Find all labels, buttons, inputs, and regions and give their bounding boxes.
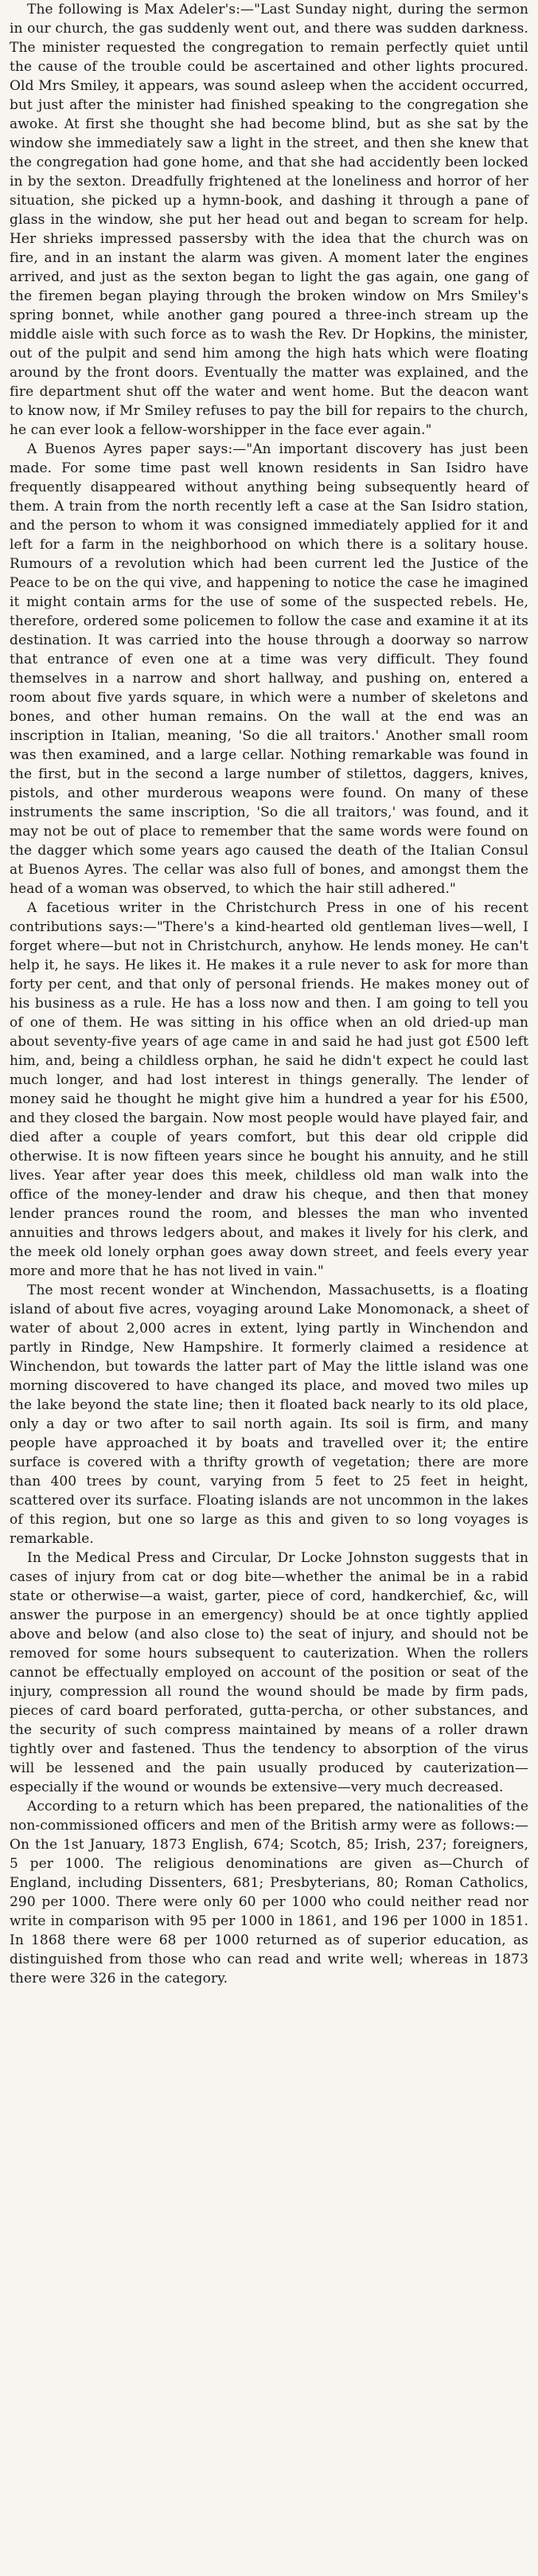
paragraph-army-statistics: According to a return which has been prepared, the nationalities of the non-commissioned officers and men of the British army were as follows:—On the 1st January, 1873 English, 674; Scotch, 85; Irish, 237; foreigners, 5 per 1000. The religious denominations are given as—Church of England, including Dissenters, 681; Presbyterians, 80; Roman Catholics, 290 per 1000. There were only 60 per 1000 who could neither read nor write in comparison with 95 per 1000 in 1861, and 196 per 1000 in 1851. In 1868 there were 68 per 1000 returned as of superior education, as distinguished from those who can read and write well; whereas in 1873 there were 326 in the category. xyxy=(10,1799,528,1987)
paragraph-floating-island: The most recent wonder at Winchendon, Massachusetts, is a floating island of about five acres, voyaging around Lake Monomonack, a sheet of water of about 2,000 acres in extent, lying partly in Winchendon and partly in Rindge, New Hampshire. It formerly claimed a residence at Winchendon, but towards the latter part of May the little island was one morning discovered to have changed its place, and moved two miles up the lake beyond the state line; then it floated back nearly to its old place, only a day or two after to sail north again. Its soil is firm, and many people have approached it by boats and travelled over it; the entire surface is covered with a thrifty growth of vegetation; there are more than 400 trees by count, varying from 5 feet to 25 feet in height, scattered over its surface. Floating islands are not uncommon in the lakes of this region, but one so large as this and given to so long voyages is remarkable. xyxy=(10,1282,528,1547)
article-column xyxy=(10,0,528,1988)
paragraph-christchurch: A facetious writer in the Christchurch Press in one of his recent contributions says:—"There's a kind-hearted old gentleman lives—well, I forget where—but not in Christchurch, anyhow. He lends money. He can't help it, he says. He likes it. He makes it a rule never to ask for more than forty per cent, and that only of personal friends. He makes money out of his business as a rule. He has a loss now and then. I am going to tell you of one of them. He was sitting in his office when an old dried-up man about seventy-five years of age came in and said he had just got £500 left him, and, being a childless orphan, he said he didn't expect he could last much longer, and had lost interest in things generally. The lender of money said he thought he might give him a hundred a year for his £500, and they closed the bargain. Now most people would have played fair, and died after a couple of years comfort, but this dear old cripple did otherwise. It is now fifteen years since he bought his annuity, and he still lives. Year after year does this meek, childless old man walk into the office of the money-lender and draw his cheque, and then that money lender prances round the room, and blesses the man who invented annuities and throws ledgers about, and makes it lively for his clerk, and the meek old lonely orphan goes away down street, and feels every year more and more that he has not lived in vain." xyxy=(10,900,528,1279)
paragraph-buenos-ayres: A Buenos Ayres paper says:—"An important discovery has just been made. For some time past well known residents in San Isidro have frequently disappeared without anything being subsequently heard of them. A train from the north recently left a case at the San Isidro station, and the person to whom it was consigned immediately applied for it and left for a farm in the neighborhood on which there is a solitary house. Rumours of a revolution which had been current led the Justice of the Peace to be on the qui vive, and happening to notice the case he imagined it might contain arms for the use of some of the suspected rebels. He, therefore, ordered some policemen to follow the case and examine it at its destination. It was carried into the house through a doorway so narrow that entrance of even one at a time was very difficult. They found themselves in a narrow and short hallway, and pushing on, entered a room about five yards square, in which were a number of skeletons and bones, and other human remains. On the wall at the end was an inscription in Italian, meaning, 'So die all traitors.' Another small room was then examined, and a large cellar. Nothing remarkable was found in the first, but in the second a large number of stilettos, daggers, knives, pistols, and other murderous weapons were found. On many of these instruments the same inscription, 'So die all traitors,' was found, and it may not be out of place to remember that the same words were found on the dagger which some years ago caused the death of the Italian Consul at Buenos Ayres. The cellar was also full of bones, and amongst them the head of a woman was observed, to which the hair still adhered." xyxy=(10,441,528,897)
paragraph-church-story: The following is Max Adeler's:—"Last Sunday night, during the sermon in our church, the gas suddenly went out, and there was sudden darkness. The minister requested the congregation to remain perfectly quiet until the cause of the trouble could be ascertained and other lights procured. Old Mrs Smiley, it appears, was sound asleep when the accident occurred, but just after the minister had finished speaking to the congregation she awoke. At first she thought she had become blind, but as she sat by the window she immediately saw a light in the street, and then she knew that the congregation had gone home, and that she had accidently been locked in by the sexton. Dreadfully frightened at the loneliness and horror of her situation, she picked up a hymn-book, and dashing it through a pane of glass in the window, she put her head out and began to scream for help. Her shrieks impressed passersby with the idea that the church was on fire, and in an instant the alarm was given. A moment later the engines arrived, and just as the sexton began to light the gas again, one gang of the firemen began playing through the broken window on Mrs Smiley's spring bonnet, while another gang poured a three-inch stream up the middle aisle with such force as to wash the Rev. Dr Hopkins, the minister, out of the pulpit and send him among the high hats which were floating around by the front doors. Eventually the matter was explained, and the fire department shut off the water and went home. But the deacon want to know now, if Mr Smiley refuses to pay the bill for repairs to the church, he can ever look a fellow-worshipper in the face ever again." xyxy=(10,2,528,438)
paragraph-medical-advice: In the Medical Press and Circular, Dr Locke Johnston suggests that in cases of injury from cat or dog bite—whether the animal be in a rabid state or otherwise—a waist, garter, piece of cord, handkerchief, &c, will answer the purpose in an emergency) should be at once tightly applied above and below (and also close to) the seat of injury, and should not be removed for some hours subsequent to cauterization. When the rollers cannot be effectually employed on account of the position or seat of the injury, compression all round the wound should be made by firm pads, pieces of card board perforated, gutta-percha, or other substances, and the security of such compress maintained by means of a roller drawn tightly over and fastened. Thus the tendency to absorption of the virus will be lessened and the pain usually produced by cauterization—especially if the wound or wounds be extensive—very much decreased. xyxy=(10,1550,528,1795)
